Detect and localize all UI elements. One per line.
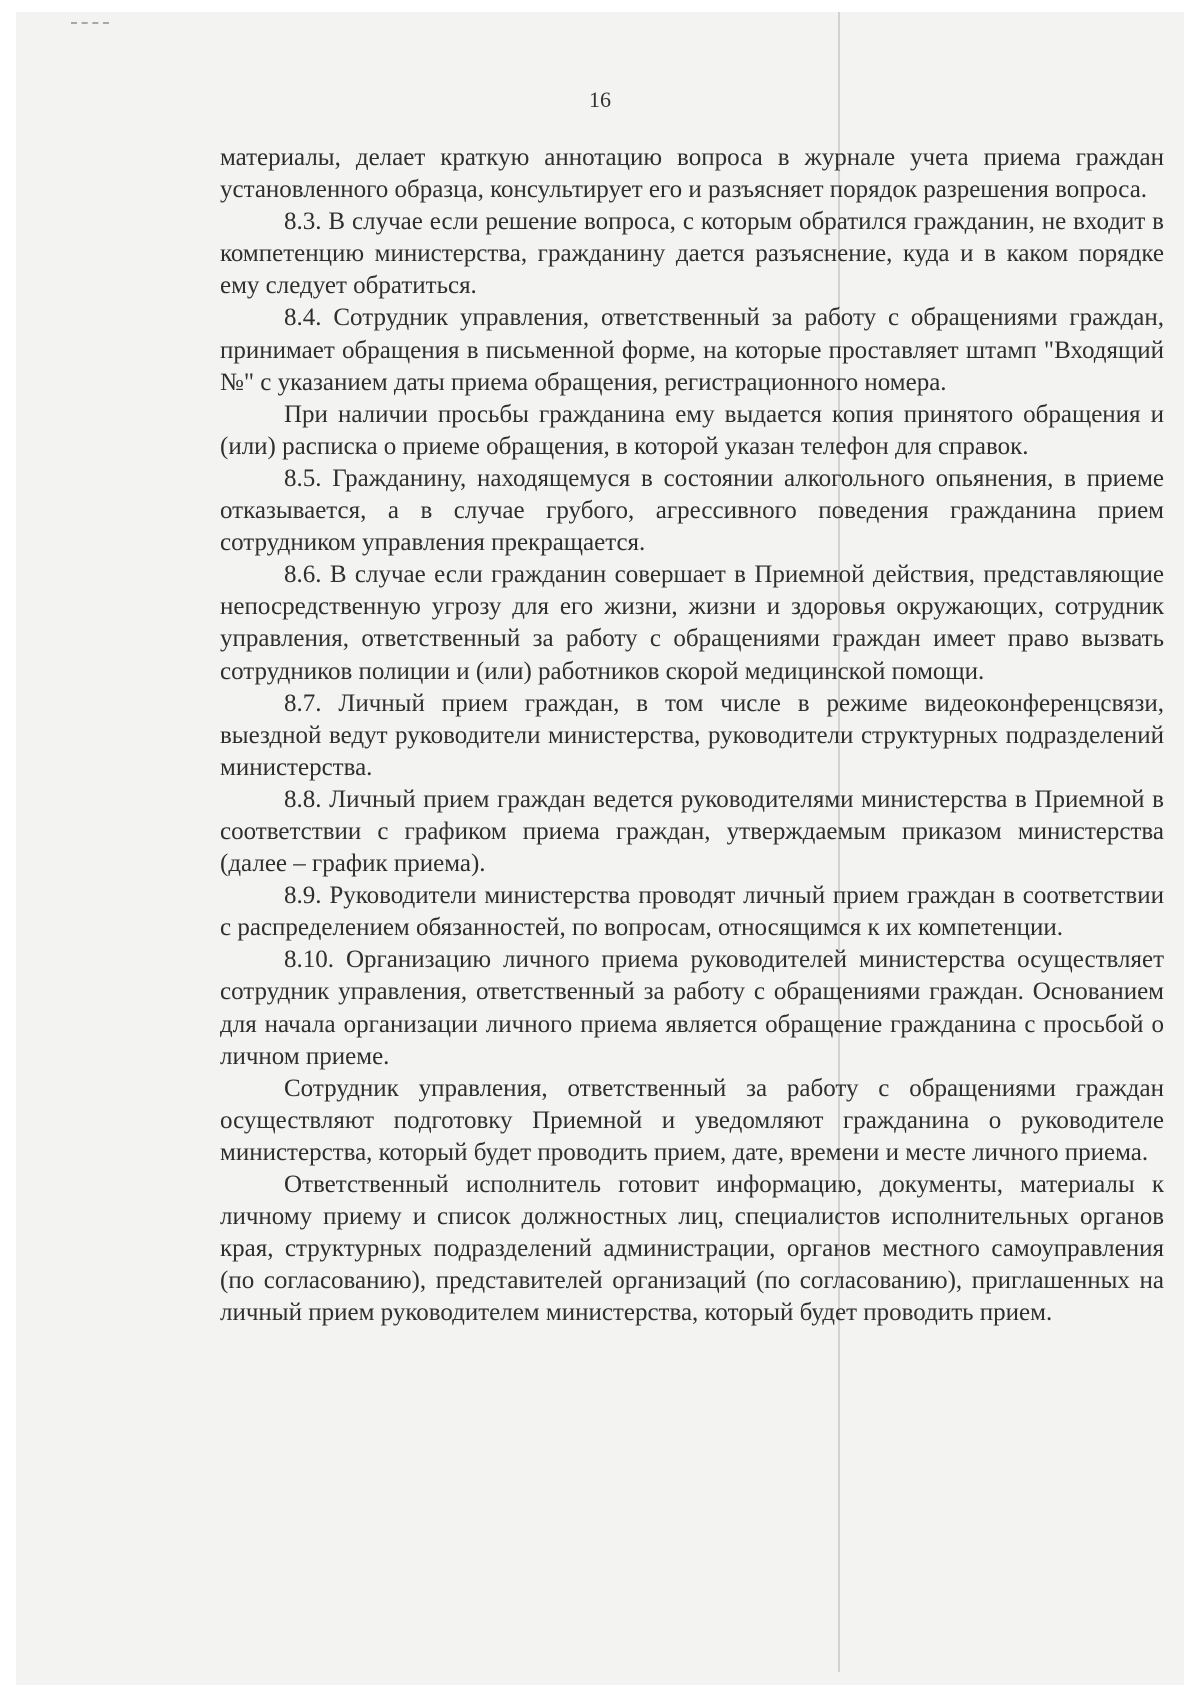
document-body: [220, 142, 1164, 1329]
paragraph: Ответственный исполнитель готовит информацию, документы, материалы к личному приему и список должностных лиц, специалистов исполнительных органов края, структурных подразделений администрации, органов местного самоуправления (по согласованию), представителей организаций (по согласованию), приглашенных на личный прием руководителем министерства, который будет проводить прием.: [220, 1171, 1164, 1327]
document-page: [16, 12, 1184, 1685]
paragraph: 8.5. Гражданину, находящемуся в состоянии алкогольного опьянения, в приеме отказывается, а в случае грубого, агрессивного поведения гражданина прием сотрудником управления прекращается.: [220, 464, 1164, 557]
paragraph: 8.7. Личный прием граждан, в том числе в режиме видеоконференцсвязи, выездной ведут руководители министерства, руководители структурных подразделений министерства.: [220, 689, 1164, 781]
paragraph: 8.3. В случае если решение вопроса, с которым обратился гражданин, не входит в компетенцию министерства, гражданину дается разъяснение, куда и в каком порядке ему следует обратиться.: [220, 208, 1164, 300]
paragraph: 8.4. Сотрудник управления, ответственный за работу с обращениями граждан, принимает обращения в письменной форме, на которые проставляет штамп "Входящий №" с указанием даты приема обращения, регистрационного номера.: [220, 304, 1164, 396]
paragraph: 8.8. Личный прием граждан ведется руководителями министерства в Приемной в соответствии с графиком приема граждан, утверждаемым приказом министерства (далее – график приема).: [220, 785, 1164, 878]
page-number: 16: [589, 87, 611, 112]
paragraph: материалы, делает краткую аннотацию вопроса в журнале учета приема граждан установленного образца, консультирует его и разъясняет порядок разрешения вопроса.: [220, 144, 1164, 204]
paragraph: При наличии просьбы гражданина ему выдается копия принятого обращения и (или) расписка о приеме обращения, в которой указан телефон для справок.: [220, 400, 1164, 460]
paragraph: 8.10. Организацию личного приема руководителей министерства осуществляет сотрудник управления, ответственный за работу с обращениями граждан. Основанием для начала организации личного приема является обращение гражданина с просьбой о личном приеме.: [220, 946, 1164, 1070]
paragraph: Сотрудник управления, ответственный за работу с обращениями граждан осуществляют подготовку Приемной и уведомляют гражданина о руководителе министерства, который будет проводить прием, дате, времени и месте личного приема.: [220, 1074, 1164, 1166]
scan-artifact: [71, 22, 109, 30]
paragraph: 8.9. Руководители министерства проводят личный прием граждан в соответствии с распределением обязанностей, по вопросам, относящимся к их компетенции.: [220, 882, 1164, 942]
paragraph: 8.6. В случае если гражданин совершает в Приемной действия, представляющие непосредственную угрозу для его жизни, жизни и здоровья окружающих, сотрудник управления, ответственный за работу с обращениями граждан имеет право вызвать сотрудников полиции и (или) работников скорой медицинской помощи.: [220, 561, 1164, 685]
